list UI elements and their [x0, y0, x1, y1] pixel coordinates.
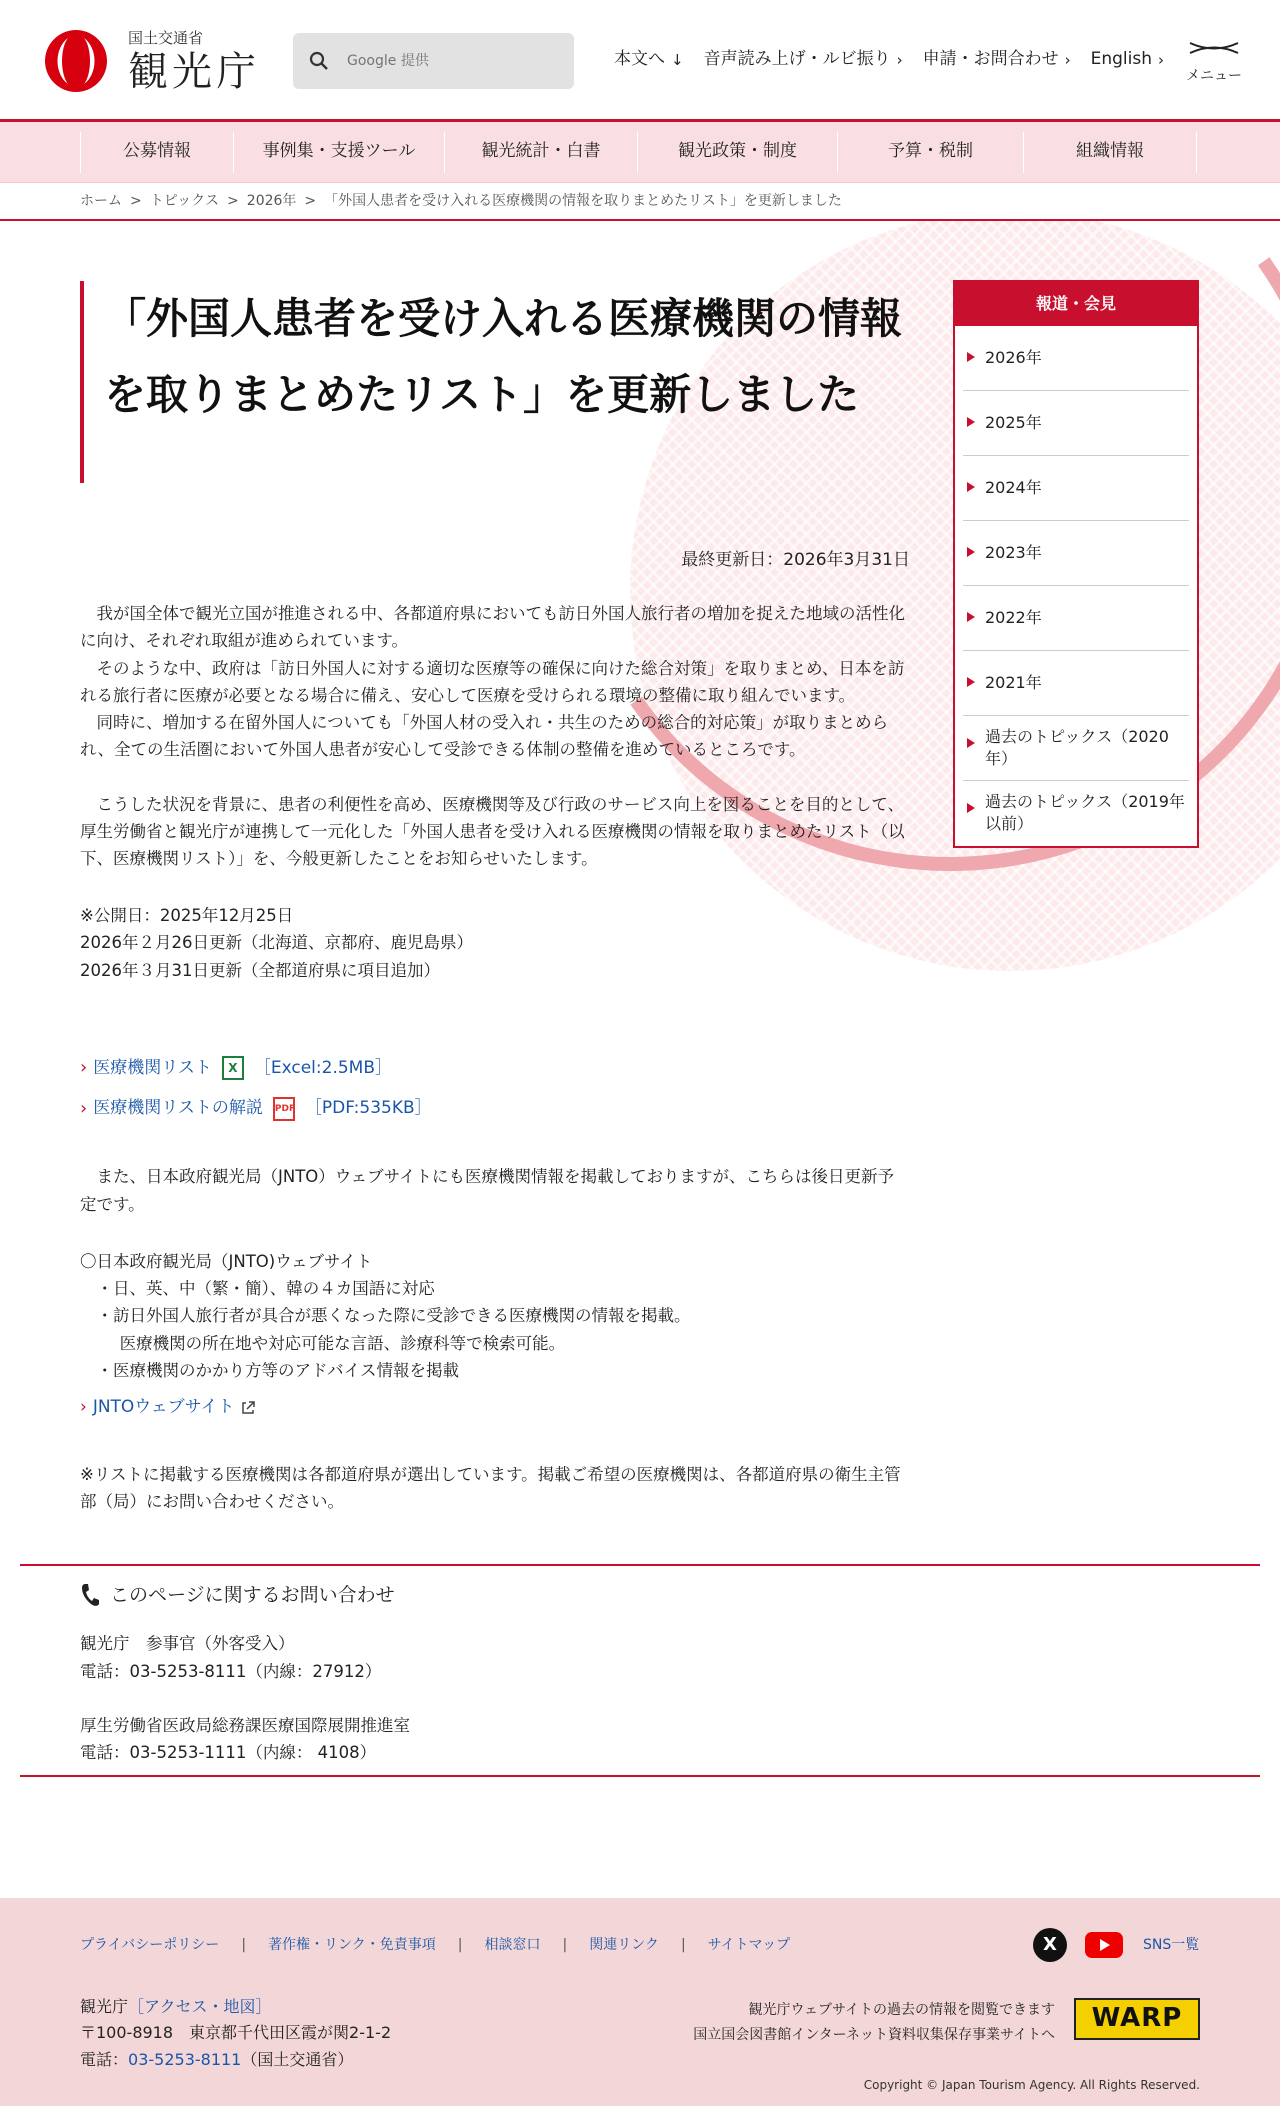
- copyright-link[interactable]: 著作権・リンク・免責事項: [268, 1937, 436, 1953]
- sidebar-item-2025[interactable]: 2025年: [963, 391, 1189, 456]
- triangle-right-icon: [967, 738, 975, 748]
- copyright: Copyright © Japan Tourism Agency. All Rights Reserved.: [863, 2078, 1200, 2092]
- menu-icon: [1188, 40, 1240, 56]
- related-links-link[interactable]: 関連リンク: [589, 1937, 659, 1953]
- triangle-right-icon: [967, 677, 975, 687]
- jnto-note: また、日本政府観光局（JNTO）ウェブサイトにも医療機関情報を掲載しておりますが、こちらは後日更新予定です。: [80, 1167, 894, 1214]
- nav-item-case-studies[interactable]: 事例集・支援ツール: [233, 132, 444, 173]
- youtube-icon[interactable]: [1085, 1932, 1123, 1958]
- english-link[interactable]: English ›: [1091, 46, 1164, 73]
- sidebar-item-past-2019[interactable]: 過去のトピックス（2019年以前）: [963, 781, 1189, 846]
- final-note: ※リストに掲載する医療機関は各都道府県が選出しています。掲載ご希望の医療機関は、各都道府県の衛生主管部（局）にお問い合わせください。: [80, 1465, 901, 1512]
- date-published: ※公開日：2025年12月25日: [80, 906, 294, 926]
- medical-list-guide-link[interactable]: 医療機関リストの解説: [93, 1098, 263, 1119]
- arrow-down-icon: ↓: [671, 50, 684, 69]
- nav-item-public-offering[interactable]: 公募情報: [80, 132, 233, 173]
- footer-address: 観光庁［アクセス・地図］ 〒100-8918 東京都千代田区霞が関2-1-2 電話：03-5253-8111（国土交通省）: [80, 1997, 392, 2069]
- footer-org: 観光庁: [80, 1997, 129, 2016]
- jnto-website-link[interactable]: JNTOウェブサイト: [92, 1396, 235, 1417]
- header-links: [614, 46, 1184, 73]
- sidebar-item-2023[interactable]: 2023年: [963, 521, 1189, 586]
- warp-description: 観光庁ウェブサイトの過去の情報を閲覧できます 国立国会図書館インターネット資料収集保存事業サイトへ: [693, 2002, 1055, 2043]
- logo-mark-icon: [40, 28, 112, 94]
- sidebar-item-2021[interactable]: 2021年: [963, 651, 1189, 716]
- nav-item-policy[interactable]: 観光政策・制度: [637, 132, 837, 173]
- triangle-right-icon: [967, 482, 975, 492]
- document-links: [80, 1054, 910, 1124]
- phone-icon: [80, 1583, 100, 1607]
- triangle-right-icon: [967, 612, 975, 622]
- read-aloud-link[interactable]: 音声読み上げ・ルビ振り ›: [704, 46, 903, 73]
- medical-list-link[interactable]: 医療機関リスト: [93, 1057, 212, 1078]
- publication-dates: [80, 902, 910, 984]
- skip-to-content-link[interactable]: 本文へ ↓: [614, 46, 684, 73]
- triangle-right-icon: [967, 547, 975, 557]
- date-update-2: 2026年３月31日更新（全都道府県に項目追加）: [80, 960, 440, 980]
- intro-paragraphs: [80, 600, 910, 763]
- contact-link[interactable]: 申請・お問合わせ ›: [923, 46, 1071, 73]
- search-input[interactable]: [347, 53, 547, 69]
- sidebar-press: [953, 280, 1199, 848]
- breadcrumb-current: 「外国人患者を受け入れる医療機関の情報を取りまとめたリスト」を更新しました: [324, 192, 842, 209]
- breadcrumb-topics[interactable]: トピックス: [149, 192, 220, 209]
- list-item: ・医療機関のかかり方等のアドバイス情報を掲載: [96, 1360, 460, 1380]
- warp-logo[interactable]: WARP: [1074, 1998, 1200, 2040]
- logo-ministry-text: 国土交通省: [128, 28, 204, 47]
- social-links: [1033, 1928, 1199, 1962]
- access-map-link[interactable]: ［アクセス・地図］: [128, 1997, 272, 2016]
- list-item: 医療機関の所在地や対応可能な言語、診療科等で検索可能。: [119, 1333, 566, 1353]
- footer-links: プライバシーポリシー | 著作権・リンク・免責事項 | 相談窓口 | 関連リンク | サイトマップ: [80, 1934, 790, 1956]
- sitemap-link[interactable]: サイトマップ: [707, 1937, 791, 1953]
- medical-list-guide-download: [80, 1095, 910, 1124]
- pdf-file-icon: PDF: [273, 1097, 295, 1121]
- medical-list-guide-file-info[interactable]: ［PDF:535KB］: [304, 1098, 432, 1119]
- triangle-right-icon: [967, 417, 975, 427]
- site-logo[interactable]: [40, 28, 260, 94]
- sns-list-link[interactable]: SNS一覧: [1143, 1936, 1200, 1953]
- x-icon[interactable]: X: [1033, 1928, 1067, 1962]
- list-item: ・日、英、中（繁・簡）、韓の４カ国語に対応: [96, 1279, 435, 1299]
- nav-item-statistics[interactable]: 観光統計・白書: [444, 132, 637, 173]
- list-item: ・訪日外国人旅行者が具合が悪くなった際に受診できる医療機関の情報を掲載。: [96, 1306, 691, 1326]
- consultation-link[interactable]: 相談窓口: [484, 1937, 541, 1953]
- contact-phone-2: 電話：03-5253-1111（内線： 4108）: [80, 1743, 377, 1763]
- privacy-policy-link[interactable]: プライバシーポリシー: [80, 1937, 220, 1953]
- announcement-paragraph: こうした状況を背景に、患者の利便性を高め、医療機関等及び行政のサービス向上を図ることを目的として、厚生労働省と観光庁が連携して一元化した「外国人患者を受け入れる医療機関の情報を取りまとめたリスト（以下、医療機関リスト）」を、今般更新したことをお知らせいたします。: [80, 794, 905, 868]
- site-search[interactable]: [293, 33, 574, 89]
- site-footer: [0, 1898, 1280, 2106]
- global-nav: [0, 122, 1280, 183]
- footer-postal-address: 〒100-8918 東京都千代田区霞が関2-1-2: [80, 2023, 392, 2043]
- search-icon[interactable]: [309, 51, 329, 71]
- breadcrumb-year[interactable]: 2026年: [246, 192, 297, 209]
- site-header: [0, 0, 1280, 122]
- chevron-right-icon: ›: [80, 1097, 88, 1119]
- menu-button[interactable]: [1184, 40, 1244, 89]
- main-area: [0, 221, 1280, 1564]
- nav-item-organization[interactable]: 組織情報: [1023, 132, 1197, 173]
- contact-section: [20, 1564, 1260, 1777]
- chevron-right-icon: ›: [1064, 50, 1071, 69]
- triangle-right-icon: [967, 352, 975, 362]
- date-update-1: 2026年２月26日更新（北海道、京都府、鹿児島県）: [80, 933, 473, 953]
- logo-agency-text: 観光庁: [128, 48, 260, 95]
- jnto-list-head: 〇日本政府観光局（JNTO)ウェブサイト: [80, 1251, 373, 1271]
- nav-item-budget[interactable]: 予算・税制: [837, 132, 1023, 173]
- page-title: 「外国人患者を受け入れる医療機関の情報を取りまとめたリスト」を更新しました: [80, 281, 910, 483]
- chevron-right-icon: ›: [896, 50, 903, 69]
- intro-paragraph-2: そのような中、政府は「訪日外国人に対する適切な医療等の確保に向けた総合対策」を取りまとめ、日本を訪れる旅行者に医療が必要となる場合に備え、安心して医療を受けられる環境の整備に取り組んでいます。: [80, 658, 905, 705]
- chevron-right-icon: ›: [80, 1056, 88, 1078]
- jnto-features: [80, 1248, 910, 1384]
- chevron-right-icon: ›: [80, 1396, 87, 1417]
- sidebar-item-past-2020[interactable]: 過去のトピックス（2020年）: [963, 716, 1189, 781]
- contact-phone-1: 電話：03-5253-8111（内線：27912）: [80, 1661, 382, 1681]
- footer-phone-link[interactable]: 03-5253-8111: [128, 2049, 242, 2069]
- sidebar-item-2024[interactable]: 2024年: [963, 456, 1189, 521]
- breadcrumb: ホーム > トピックス > 2026年 > 「外国人患者を受け入れる医療機関の情報を取りまとめたリスト」を更新しました: [0, 183, 1280, 221]
- intro-paragraph-1: 我が国全体で観光立国が推進される中、各都道府県においても訪日外国人旅行者の増加を捉えた地域の活性化に向け、それぞれ取組が進められています。: [80, 604, 905, 651]
- jnto-website-link-row: [80, 1394, 910, 1421]
- contact-dept-2: 厚生労働省医政局総務課医療国際展開推進室: [80, 1715, 410, 1735]
- sidebar-title: 報道・会見: [955, 282, 1197, 326]
- external-link-icon: [240, 1400, 256, 1416]
- intro-paragraph-3: 同時に、増加する在留外国人についても「外国人材の受入れ・共生のための総合的対応策」が取りまとめられ、全ての生活圏において外国人患者が安心して受診できる体制の整備を進めているところです。: [80, 713, 889, 760]
- contact-title: このページに関するお問い合わせ: [110, 1584, 395, 1606]
- menu-label: メニュー: [1186, 68, 1242, 84]
- contact-dept-1: 観光庁 参事官（外客受入）: [80, 1634, 295, 1654]
- medical-list-file-info[interactable]: ［Excel:2.5MB］: [253, 1057, 392, 1078]
- sidebar-item-2026[interactable]: 2026年: [963, 326, 1189, 391]
- triangle-right-icon: [967, 803, 975, 813]
- breadcrumb-home[interactable]: ホーム: [80, 192, 122, 209]
- excel-file-icon: X: [222, 1056, 244, 1080]
- chevron-right-icon: ›: [1157, 50, 1164, 69]
- main-content: [80, 281, 910, 1516]
- last-updated: 最終更新日：2026年3月31日: [681, 550, 910, 570]
- medical-list-download: [80, 1054, 910, 1083]
- sidebar-item-2022[interactable]: 2022年: [963, 586, 1189, 651]
